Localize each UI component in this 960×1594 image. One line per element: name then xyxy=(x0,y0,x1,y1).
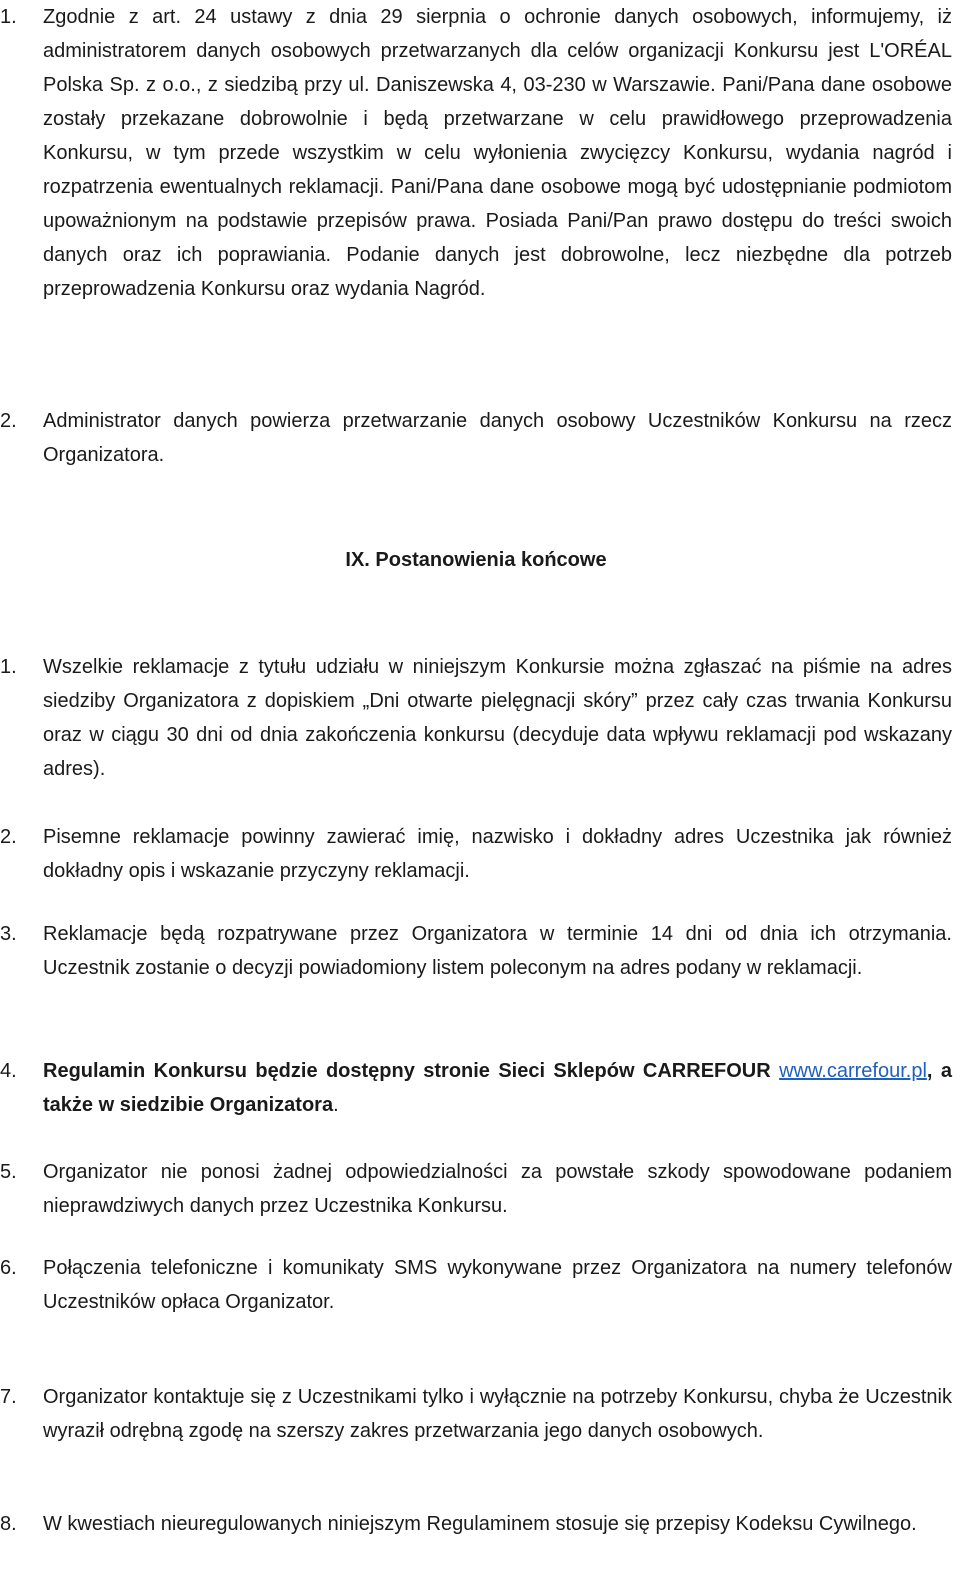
list-item-number: 4. xyxy=(0,1060,17,1082)
section-heading: IX. Postanowienia końcowe xyxy=(345,549,607,571)
list-item-number: 8. xyxy=(0,1513,17,1535)
list-item-number: 2. xyxy=(0,410,17,432)
list-item-text: Pisemne reklamacje powinny zawierać imię, nazwisko i dokładny adres Uczestnika jak również dokładny opis i wskazanie przyczyny reklamacji. xyxy=(43,826,952,882)
regulation-availability-text: Regulamin Konkursu będzie dostępny stronie Sieci Sklepów CARREFOUR xyxy=(43,1060,780,1082)
carrefour-link[interactable]: www.carrefour.pl xyxy=(779,1060,927,1082)
regulation-availability-text-end: , a także w siedzibie Organizatora xyxy=(43,1060,952,1116)
list-item-number: 7. xyxy=(0,1386,17,1408)
list-item-text: Organizator nie ponosi żadnej odpowiedzialności za powstałe szkody spowodowane podaniem nieprawdziwych danych przez Uczestnika Konkursu. xyxy=(43,1161,952,1217)
list-item-text xyxy=(43,1054,952,1122)
list-item-number: 3. xyxy=(0,923,17,945)
list-item-text: W kwestiach nieuregulowanych niniejszym Regulaminem stosuje się przepisy Kodeksu Cywilnego. xyxy=(43,1513,917,1535)
list-item-number: 5. xyxy=(0,1161,17,1183)
list-item-number: 6. xyxy=(0,1257,17,1279)
list-item-text: Wszelkie reklamacje z tytułu udziału w niniejszym Konkursie można zgłaszać na piśmie na adres siedziby Organizatora z dopiskiem „Dni otwarte pielęgnacji skóry” przez cały czas trwania Konkursu oraz w ciągu 30 dni od dnia zakończenia konkursu (decyduje data wpływu reklamacji pod wskazany adres). xyxy=(43,656,952,780)
list-item-text: Połączenia telefoniczne i komunikaty SMS wykonywane przez Organizatora na numery telefonów Uczestników opłaca Organizator. xyxy=(43,1257,952,1313)
list-item-number: 1. xyxy=(0,656,17,678)
sentence-period: . xyxy=(333,1094,339,1116)
list-item xyxy=(0,404,952,474)
list-item-number: 2. xyxy=(0,826,17,848)
list-item-text: Organizator kontaktuje się z Uczestnikami tylko i wyłącznie na potrzeby Konkursu, chyba że Uczestnik wyraził odrębną zgodę na szerszy zakres przetwarzania jego danych osobowych. xyxy=(43,1386,952,1442)
list-item-number: 1. xyxy=(0,6,17,28)
list-item-text: Reklamacje będą rozpatrywane przez Organizatora w terminie 14 dni od dnia ich otrzymania. Uczestnik zostanie o decyzji powiadomiony listem poleconym na adres podany w reklamacji. xyxy=(43,923,952,979)
list-item xyxy=(0,0,952,340)
list-item-text: Zgodnie z art. 24 ustawy z dnia 29 sierpnia o ochronie danych osobowych, informujemy, iż administratorem danych osobowych przetwarzanych dla celów organizacji Konkursu jest L'ORÉAL Polska Sp. z o.o., z siedzibą przy ul. Daniszewska 4, 03-230 w Warszawie. Pani/Pana dane osobowe zostały przekazane dobrowolnie i będą przetwarzane w celu prawidłowego przeprowadzenia Konkursu, w tym przede wszystkim w celu wyłonienia zwycięzcy Konkursu, wydania nagród i rozpatrzenia ewentualnych reklamacji. Pani/Pana dane osobowe mogą być udostępnianie podmiotom upoważnionym na podstawie przepisów prawa. Posiada Pani/Pan prawo dostępu do treści swoich danych oraz ich poprawiania. Podanie danych jest dobrowolne, lecz niezbędne dla potrzeb przeprowadzenia Konkursu oraz wydania Nagród. xyxy=(43,6,952,300)
list-item-text: Administrator danych powierza przetwarzanie danych osobowy Uczestników Konkursu na rzecz Organizatora. xyxy=(43,410,952,466)
